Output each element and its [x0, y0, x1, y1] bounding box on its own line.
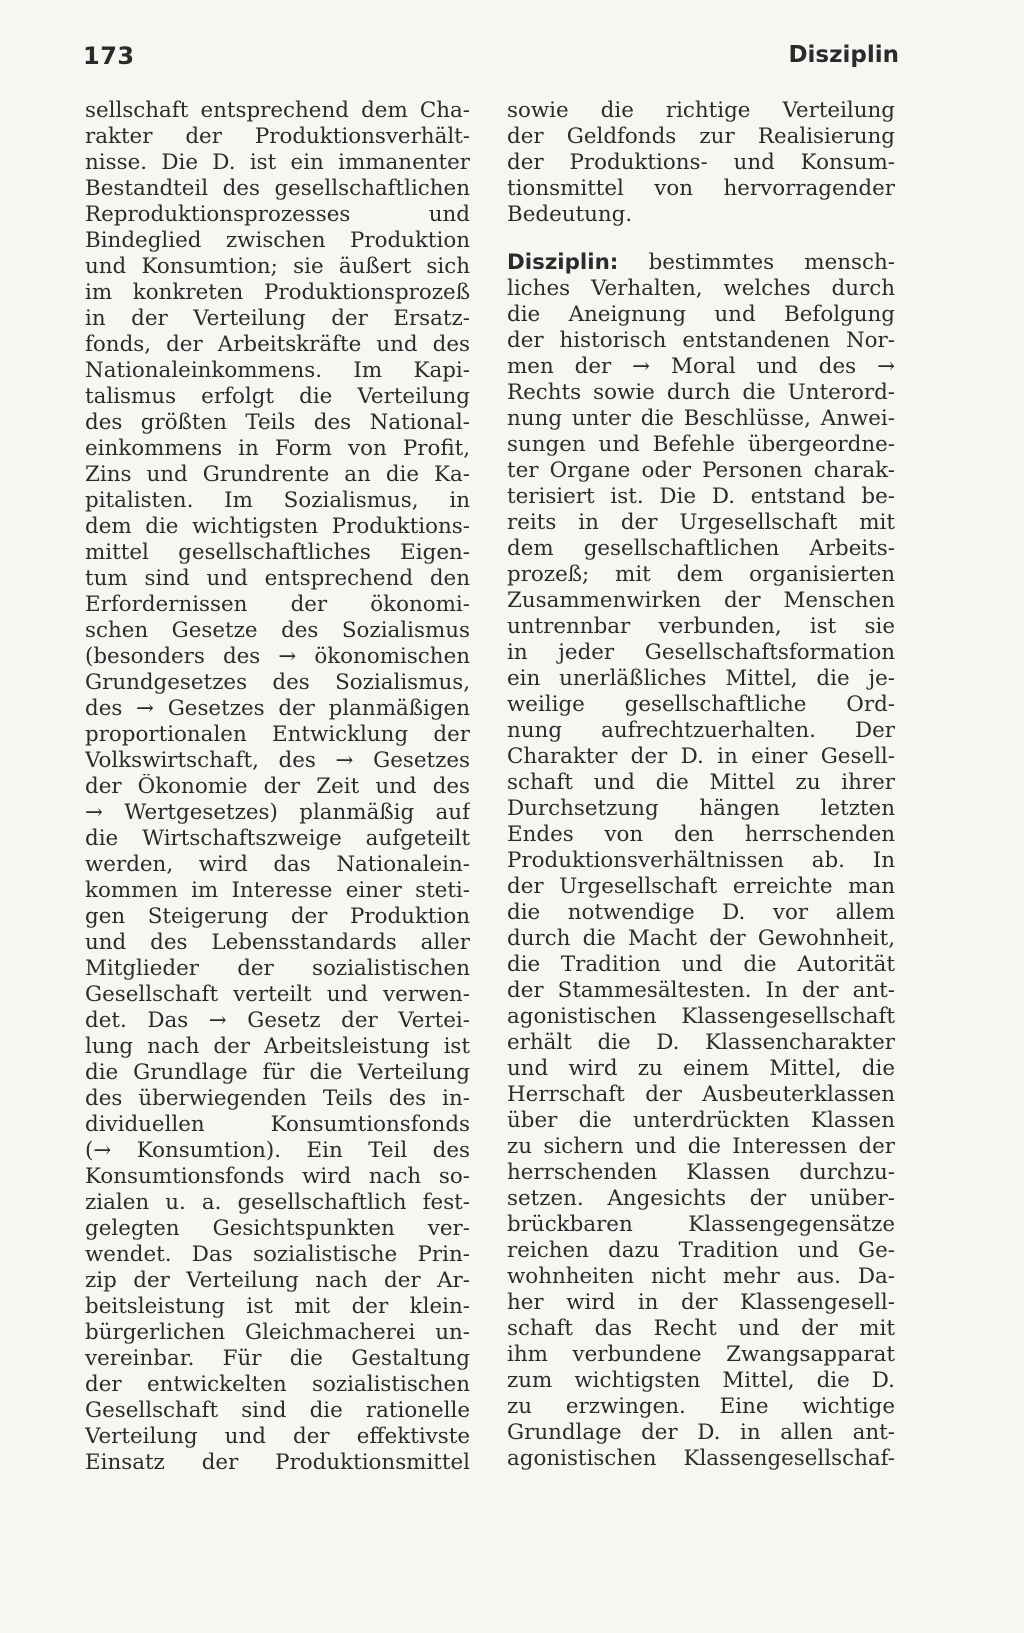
text-line: rakter der Produktionsverhält- — [85, 124, 470, 149]
text-line: (besonders des → ökonomischen — [85, 644, 470, 669]
text-line: herrschenden Klassen durchzu- — [507, 1160, 895, 1185]
text-line: reichen dazu Tradition und Ge- — [507, 1238, 895, 1263]
text-line: agonistischen Klassengesellschaft — [507, 1004, 895, 1029]
text-line: prozeß; mit dem organisierten — [507, 562, 895, 587]
text-line: proportionalen Entwicklung der — [85, 722, 470, 747]
page-number: 173 — [83, 42, 135, 70]
text-line: Bindeglied zwischen Produktion — [85, 228, 470, 253]
text-line: der Ökonomie der Zeit und des — [85, 774, 470, 799]
entry-first-line-rest: bestimmtes mensch- — [648, 250, 895, 275]
right-column — [507, 98, 895, 1472]
text-line: tionsmittel von hervorragender — [507, 176, 895, 201]
text-line: die Tradition und die Autorität — [507, 952, 895, 977]
text-line: Charakter der D. in einer Gesell- — [507, 744, 895, 769]
text-line: (→ Konsumtion). Ein Teil des — [85, 1138, 470, 1163]
text-line: untrennbar verbunden, ist sie — [507, 614, 895, 639]
text-line: schaft und die Mittel zu ihrer — [507, 770, 895, 795]
text-line: lung nach der Arbeitsleistung ist — [85, 1034, 470, 1059]
text-line: der Geldfonds zur Realisierung — [507, 124, 895, 149]
text-line: talismus erfolgt die Verteilung — [85, 384, 470, 409]
text-line: reits in der Urgesellschaft mit — [507, 510, 895, 535]
text-line: terisiert ist. Die D. entstand be- — [507, 484, 895, 509]
text-line: fonds, der Arbeitskräfte und des — [85, 332, 470, 357]
text-line: der Produktions- und Konsum- — [507, 150, 895, 175]
text-line: erhält die D. Klassencharakter — [507, 1030, 895, 1055]
text-line: des → Gesetzes der planmäßigen — [85, 696, 470, 721]
text-line: Zins und Grundrente an die Ka- — [85, 462, 470, 487]
entry-term: Disziplin: — [507, 250, 619, 275]
text-line: und wird zu einem Mittel, die — [507, 1056, 895, 1081]
text-line: sellschaft entsprechend dem Cha- — [85, 98, 470, 123]
text-line: agonistischen Klassengesellschaf- — [507, 1446, 895, 1471]
text-line: schaft das Recht und der mit — [507, 1316, 895, 1341]
text-line: kommen im Interesse einer steti- — [85, 878, 470, 903]
text-line: setzen. Angesichts der unüber- — [507, 1186, 895, 1211]
text-line: werden, wird das Nationalein- — [85, 852, 470, 877]
left-column — [85, 98, 470, 1476]
text-line: der entwickelten sozialistischen — [85, 1372, 470, 1397]
text-line: ein unerläßliches Mittel, die je- — [507, 666, 895, 691]
text-line: Verteilung und der effektivste — [85, 1424, 470, 1449]
text-line: Gesellschaft verteilt und verwen- — [85, 982, 470, 1007]
text-line: Durchsetzung hängen letzten — [507, 796, 895, 821]
text-line: im konkreten Produktionsprozeß — [85, 280, 470, 305]
text-line: des größten Teils des National- — [85, 410, 470, 435]
text-line: zu sichern und die Interessen der — [507, 1134, 895, 1159]
text-line: Endes von den herrschenden — [507, 822, 895, 847]
text-line: brückbaren Klassengegensätze — [507, 1212, 895, 1237]
text-line: sowie die richtige Verteilung — [507, 98, 895, 123]
text-line: Gesellschaft sind die rationelle — [85, 1398, 470, 1423]
text-line: über die unterdrückten Klassen — [507, 1108, 895, 1133]
text-line: nung aufrechtzuerhalten. Der — [507, 718, 895, 743]
text-line: dem gesellschaftlichen Arbeits- — [507, 536, 895, 561]
text-line: dem die wichtigsten Produktions- — [85, 514, 470, 539]
text-line: die notwendige D. vor allem — [507, 900, 895, 925]
text-line: Einsatz der Produktionsmittel — [85, 1450, 470, 1475]
text-line: men der → Moral und des → — [507, 354, 895, 379]
text-line: des überwiegenden Teils des in- — [85, 1086, 470, 1111]
text-line: der Urgesellschaft erreichte man — [507, 874, 895, 899]
text-line: Volkswirtschaft, des → Gesetzes — [85, 748, 470, 773]
text-line: zip der Verteilung nach der Ar- — [85, 1268, 470, 1293]
text-line: einkommens in Form von Profit, — [85, 436, 470, 461]
text-line: Grundlage der D. in allen ant- — [507, 1420, 895, 1445]
text-line: schen Gesetze des Sozialismus — [85, 618, 470, 643]
text-line: gelegten Gesichtspunkten ver- — [85, 1216, 470, 1241]
text-line: und Konsumtion; sie äußert sich — [85, 254, 470, 279]
text-line: Bedeutung. — [507, 202, 633, 227]
text-line: Herrschaft der Ausbeuterklassen — [507, 1082, 895, 1107]
text-line: zialen u. a. gesellschaftlich fest- — [85, 1190, 470, 1215]
text-line: dividuellen Konsumtionsfonds — [85, 1112, 470, 1137]
entry-first-line — [507, 250, 895, 276]
text-line: tum sind und entsprechend den — [85, 566, 470, 591]
text-line: wohnheiten nicht mehr aus. Da- — [507, 1264, 895, 1289]
text-line: bürgerlichen Gleichmacherei un- — [85, 1320, 470, 1345]
text-line: → Wertgesetzes) planmäßig auf — [85, 800, 470, 825]
text-line: gen Steigerung der Produktion — [85, 904, 470, 929]
text-line: der Stammesältesten. In der ant- — [507, 978, 895, 1003]
text-line: nung unter die Beschlüsse, Anwei- — [507, 406, 895, 431]
text-line: Nationaleinkommens. Im Kapi- — [85, 358, 470, 383]
text-line: nisse. Die D. ist ein immanenter — [85, 150, 470, 175]
text-line: det. Das → Gesetz der Vertei- — [85, 1008, 470, 1033]
continued-text — [507, 98, 895, 228]
text-line: die Grundlage für die Verteilung — [85, 1060, 470, 1085]
text-line: die Wirtschaftszweige aufgeteilt — [85, 826, 470, 851]
text-line: zu erzwingen. Eine wichtige — [507, 1394, 895, 1419]
text-line: Bestandteil des gesellschaftlichen — [85, 176, 470, 201]
text-line: zum wichtigsten Mittel, die D. — [507, 1368, 895, 1393]
text-line: durch die Macht der Gewohnheit, — [507, 926, 895, 951]
text-line: Erfordernissen der ökonomi- — [85, 592, 470, 617]
text-line: und des Lebensstandards aller — [85, 930, 470, 955]
text-line: die Aneignung und Befolgung — [507, 302, 895, 327]
text-line: Reproduktionsprozesses und — [85, 202, 470, 227]
text-line: Grundgesetzes des Sozialismus, — [85, 670, 470, 695]
text-line: pitalisten. Im Sozialismus, in — [85, 488, 470, 513]
text-line: Rechts sowie durch die Unterord- — [507, 380, 895, 405]
text-line: in der Verteilung der Ersatz- — [85, 306, 470, 331]
text-line: her wird in der Klassengesell- — [507, 1290, 895, 1315]
text-line: Produktionsverhältnissen ab. In — [507, 848, 895, 873]
entry-body — [507, 276, 895, 1472]
text-line: mittel gesellschaftliches Eigen- — [85, 540, 470, 565]
text-line: wendet. Das sozialistische Prin- — [85, 1242, 470, 1267]
text-line: Zusammenwirken der Menschen — [507, 588, 895, 613]
text-line: Konsumtionsfonds wird nach so- — [85, 1164, 470, 1189]
text-line: der historisch entstandenen Nor- — [507, 328, 895, 353]
text-line: vereinbar. Für die Gestaltung — [85, 1346, 470, 1371]
text-line: weilige gesellschaftliche Ord- — [507, 692, 895, 717]
text-line: ihm verbundene Zwangsapparat — [507, 1342, 895, 1367]
text-line: Mitglieder der sozialistischen — [85, 956, 470, 981]
text-line: in jeder Gesellschaftsformation — [507, 640, 895, 665]
text-line: ter Organe oder Personen charak- — [507, 458, 895, 483]
text-line: sungen und Befehle übergeordne- — [507, 432, 895, 457]
text-line: beitsleistung ist mit der klein- — [85, 1294, 470, 1319]
text-line: liches Verhalten, welches durch — [507, 276, 895, 301]
running-head: Disziplin — [788, 42, 899, 68]
